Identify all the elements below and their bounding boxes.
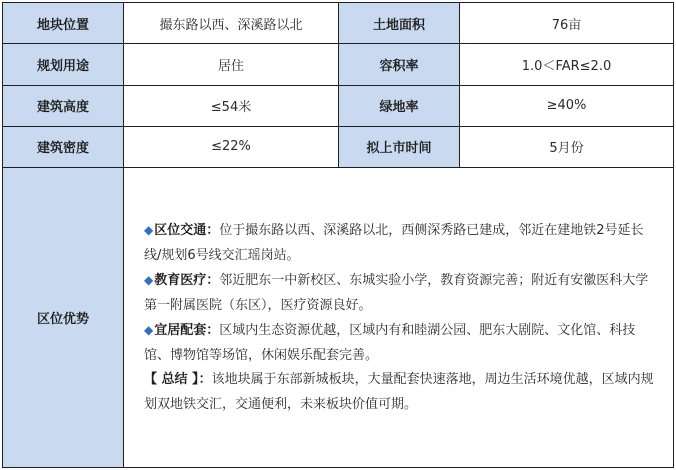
value-location: 撮东路以西、深溪路以北	[124, 3, 339, 44]
value-plot-ratio: 1.0＜FAR≤2.0	[460, 44, 674, 85]
advantage-education-sep: ：	[206, 273, 220, 289]
location-advantage-content	[124, 168, 674, 468]
advantage-education-medical	[144, 268, 657, 318]
label-land-area: 土地面积	[339, 3, 460, 44]
advantage-living-text: 区域内生态资源优越，区域内有和睦湖公园、肥东大剧院、文化馆、科技馆、博物馆等场馆，休闲娱乐配套完善。	[144, 323, 636, 363]
table-row	[3, 168, 674, 468]
advantage-summary-sep: ：	[198, 372, 212, 388]
land-info-sheet	[2, 2, 673, 468]
advantage-transport-sep: ：	[206, 223, 220, 239]
advantage-education-text: 邻近肥东一中新校区、东城实验小学，教育资源完善；附近有安徽医科大学第一附属医院（东区），医疗资源良好。	[144, 273, 649, 313]
advantage-living-sep: ：	[206, 323, 220, 339]
label-plot-ratio: 容积率	[339, 44, 460, 85]
advantage-transport-text: 位于撮东路以西、深溪路以北，西侧深秀路已建成，邻近在建地铁2号延长线/规划6号线交汇瑶岗站。	[144, 223, 644, 263]
label-location-advantage: 区位优势	[3, 168, 124, 468]
value-land-area: 76亩	[460, 3, 674, 44]
advantage-transport-title: 区位交通	[154, 223, 207, 239]
label-planned-use: 规划用途	[3, 44, 124, 85]
label-green-ratio: 绿地率	[339, 85, 460, 126]
diamond-bullet-icon: ◆	[144, 223, 154, 238]
advantage-living	[144, 318, 657, 368]
table-row	[3, 44, 674, 85]
value-building-density: ≤22%	[124, 126, 339, 167]
table-row	[3, 85, 674, 126]
value-building-height: ≤54米	[124, 85, 339, 126]
diamond-bullet-icon: ◆	[144, 323, 154, 338]
advantage-living-title: 宜居配套	[154, 323, 207, 339]
label-building-density: 建筑密度	[3, 126, 124, 167]
label-listing-time: 拟上市时间	[339, 126, 460, 167]
advantage-summary-title: 【 总结 】	[144, 372, 199, 388]
advantage-summary-text: 该地块属于东部新城板块，大量配套快速落地，周边生活环境优越，区域内规划双地铁交汇，交通便利，未来板块价值可期。	[144, 372, 654, 412]
label-building-height: 建筑高度	[3, 85, 124, 126]
land-info-table	[2, 2, 674, 468]
label-location: 地块位置	[3, 3, 124, 44]
advantage-education-title: 教育医疗	[154, 273, 207, 289]
diamond-bullet-icon: ◆	[144, 273, 154, 288]
value-listing-time: 5月份	[460, 126, 674, 167]
advantage-summary	[144, 368, 657, 417]
table-row	[3, 3, 674, 44]
value-green-ratio: ≥40%	[460, 85, 674, 126]
table-row	[3, 126, 674, 167]
advantage-transport	[144, 218, 657, 268]
value-planned-use: 居住	[124, 44, 339, 85]
